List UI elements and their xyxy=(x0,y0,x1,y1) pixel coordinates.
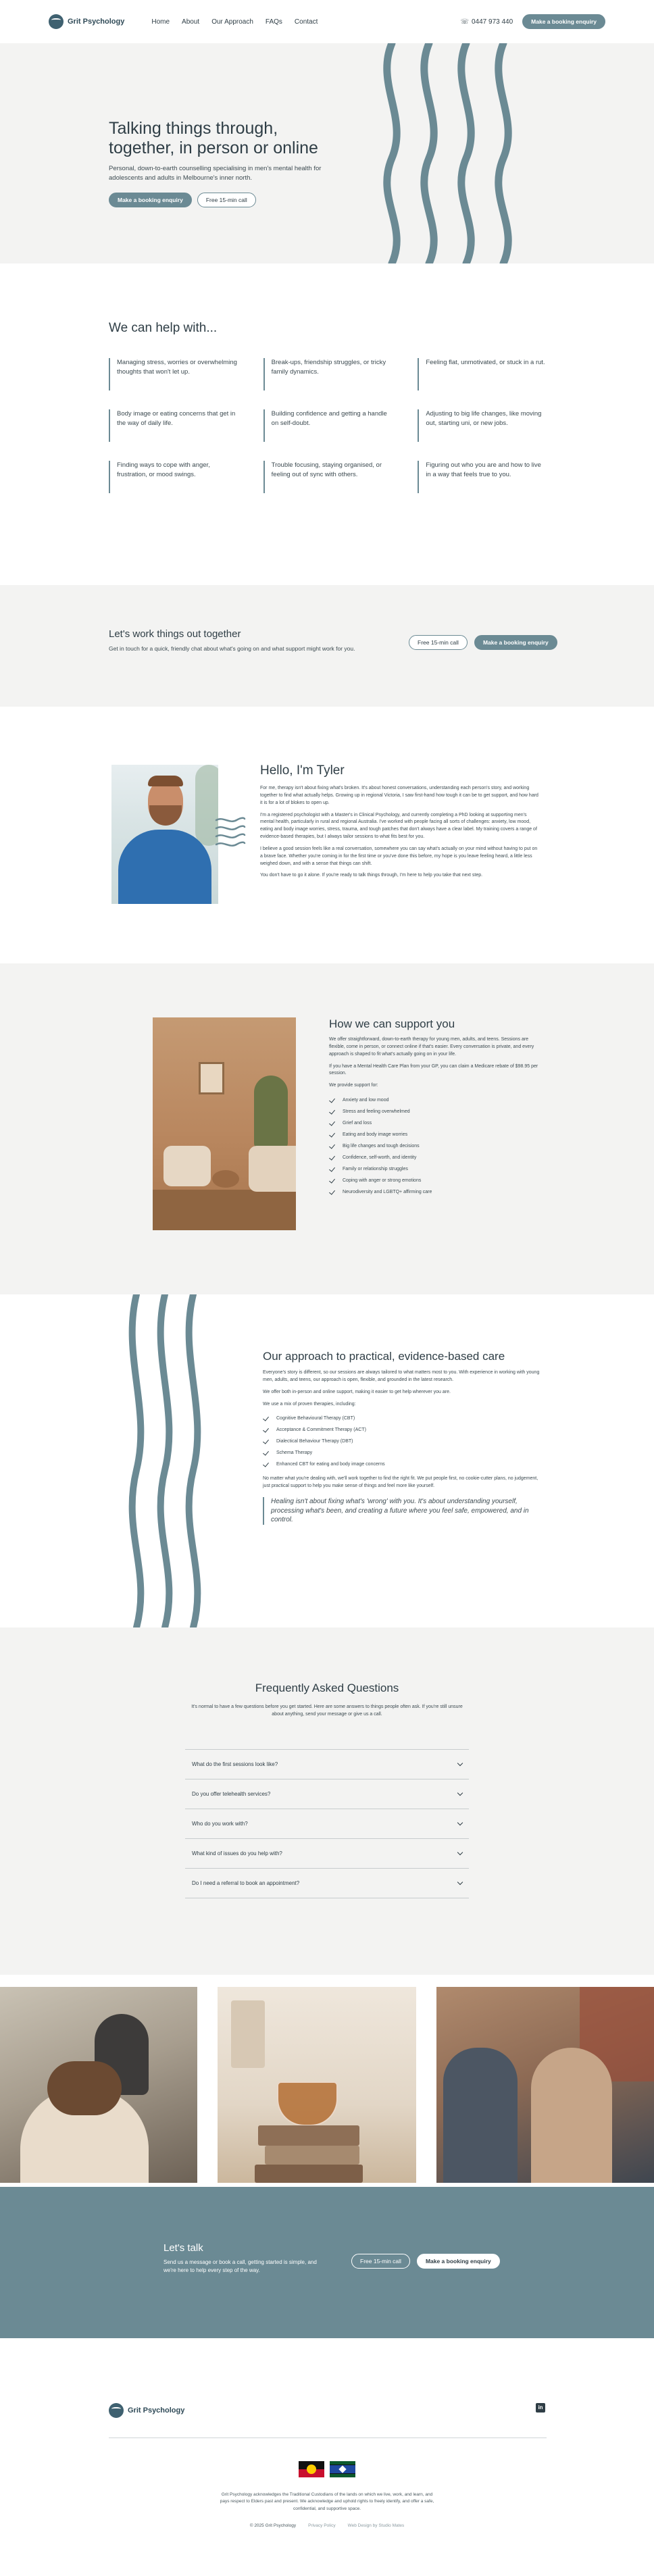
approach-section xyxy=(0,1294,654,1627)
group-conversation-photo xyxy=(436,1987,654,2183)
help-item: Managing stress, worries or overwhelming thoughts that won't let up. xyxy=(109,358,238,390)
torres-strait-islander-flag-icon xyxy=(330,2461,355,2477)
hero-booking-button[interactable]: Make a booking enquiry xyxy=(109,193,192,207)
check-icon xyxy=(263,1438,270,1445)
cta-band xyxy=(0,585,654,707)
about-paragraph: I believe a good session feels like a real conversation, somewhere you can say what's actually on your mind without having to put on a brave face. Whether you're coming in for the first time or you've done this before, my hope is you leave feeling heard, a little less weighed down, and with a sense that things can shift. xyxy=(260,846,538,866)
faq-item[interactable]: Do you offer telehealth services? xyxy=(185,1779,469,1809)
flags xyxy=(299,2461,355,2477)
check-icon xyxy=(329,1097,336,1104)
linkedin-icon[interactable]: in xyxy=(536,2403,545,2413)
chevron-down-icon xyxy=(457,1790,463,1796)
chevron-down-icon xyxy=(457,1820,463,1825)
therapy-room-photo xyxy=(153,1017,296,1230)
list-item: Stress and feeling overwhelmed xyxy=(329,1106,545,1117)
phone-link[interactable] xyxy=(460,18,513,26)
chevron-down-icon xyxy=(457,1879,463,1885)
help-item: Feeling flat, unmotivated, or stuck in a rut. xyxy=(418,358,547,390)
approach-title: Our approach to practical, evidence-based care xyxy=(263,1350,505,1363)
help-item: Trouble focusing, staying organised, or feeling out of sync with others. xyxy=(263,461,393,493)
copyright: © 2025 Grit Psychology xyxy=(249,2523,297,2528)
site-header xyxy=(0,0,654,43)
faq-title: Frequently Asked Questions xyxy=(255,1682,399,1694)
hero-section xyxy=(0,43,654,263)
footer-logo[interactable] xyxy=(109,2403,184,2418)
approach-text xyxy=(263,1350,547,1525)
phone-icon: ☏ xyxy=(460,18,469,26)
approach-closing: No matter what you're dealing with, we'll work together to find the right fit. We put people first, no cookie-cutter plans, no judgement, just practical support to help you make sense of things and feel more like yourself. xyxy=(263,1476,538,1489)
cta-text: Get in touch for a quick, friendly chat about what's going on and what support might work for you. xyxy=(109,645,355,652)
faq-item[interactable]: What do the first sessions look like? xyxy=(185,1750,469,1779)
help-item: Body image or eating concerns that get in the way of daily life. xyxy=(109,409,238,442)
web-design-credit-link[interactable]: Web Design by Studio Mates xyxy=(347,2523,405,2528)
help-item: Finding ways to cope with anger, frustration, or mood swings. xyxy=(109,461,238,493)
help-grid xyxy=(109,358,547,493)
logo-icon xyxy=(109,2403,124,2418)
check-icon xyxy=(329,1109,336,1115)
approach-paragraph: We offer both in-person and online support, making it easier to get help wherever you are. xyxy=(263,1389,451,1394)
check-icon xyxy=(329,1178,336,1184)
approach-wave-graphic xyxy=(122,1294,223,1627)
hero-subtitle: Personal, down-to-earth counselling specialising in men's mental health for adolescents and adults in Melbourne's inner north. xyxy=(109,165,322,182)
header-booking-button[interactable]: Make a booking enquiry xyxy=(522,14,605,29)
about-paragraph: You don't have to go it alone. If you're ready to talk things through, I'm here to help you take that next step. xyxy=(260,873,483,878)
about-paragraph: I'm a registered psychologist with a Master's in Clinical Psychology, and currently completing a PhD looking at supporting men's mental health, particularly in rural and regional Australia. I've worked with people facing all sorts of challenges: anxiety, low mood, eating and body image worries, stress, trauma, and tough patches that don't always have a clear label. My training covers a range of evidence-based therapies, but I always tailor sessions to what fits best for you. xyxy=(260,812,537,840)
hero-wave-graphic xyxy=(365,43,540,263)
help-title: We can help with... xyxy=(109,321,218,335)
about-title: Hello, I'm Tyler xyxy=(260,763,345,778)
check-icon xyxy=(329,1155,336,1161)
cta-title: Let's work things out together xyxy=(109,628,241,640)
check-icon xyxy=(329,1132,336,1138)
faq-item[interactable]: What kind of issues do you help with? xyxy=(185,1839,469,1869)
talk-text: Send us a message or book a call, getting started is simple, and we're here to help every step of the way. xyxy=(164,2259,317,2273)
hero-call-button[interactable]: Free 15-min call xyxy=(197,193,256,207)
logo-text: Grit Psychology xyxy=(68,18,125,26)
cta-buttons xyxy=(409,635,557,650)
support-text xyxy=(329,1017,545,1198)
cta-call-button[interactable]: Free 15-min call xyxy=(409,635,468,650)
main-nav xyxy=(151,18,318,26)
images-row xyxy=(0,1975,654,2187)
help-item: Break-ups, friendship struggles, or tricky family dynamics. xyxy=(263,358,393,390)
about-text xyxy=(260,763,540,884)
list-item: Family or relationship struggles xyxy=(329,1163,545,1175)
hero-title: Talking things through, together, in person or online xyxy=(109,119,318,157)
chevron-down-icon xyxy=(457,1761,463,1766)
list-item: Acceptance & Commitment Therapy (ACT) xyxy=(263,1424,547,1436)
support-list xyxy=(329,1094,545,1198)
talk-call-button[interactable]: Free 15-min call xyxy=(351,2254,410,2269)
chevron-down-icon xyxy=(457,1850,463,1855)
nav-our-approach[interactable]: Our Approach xyxy=(211,18,253,26)
tea-and-books-photo xyxy=(218,1987,416,2183)
footer-logo-text: Grit Psychology xyxy=(128,2406,185,2415)
nav-faqs[interactable]: FAQs xyxy=(265,18,282,26)
help-item: Figuring out who you are and how to live in a way that feels true to you. xyxy=(418,461,547,493)
check-icon xyxy=(263,1450,270,1457)
list-item: Schema Therapy xyxy=(263,1447,547,1459)
check-icon xyxy=(329,1166,336,1173)
check-icon xyxy=(263,1427,270,1434)
header-right xyxy=(460,14,605,29)
talk-booking-button[interactable]: Make a booking enquiry xyxy=(417,2254,500,2269)
logo[interactable] xyxy=(49,14,124,29)
approach-quote: Healing isn't about fixing what's 'wrong' with you. It's about understanding yourself, processing what's been, and creating a future where you feel safe, empowered, and in control. xyxy=(263,1497,547,1525)
therapies-list xyxy=(263,1413,547,1470)
help-section xyxy=(0,263,654,585)
aboriginal-flag-icon xyxy=(299,2461,324,2477)
check-icon xyxy=(329,1120,336,1127)
list-item: Big life changes and tough decisions xyxy=(329,1140,545,1152)
talk-title: Let's talk xyxy=(164,2242,203,2254)
check-icon xyxy=(263,1415,270,1422)
about-section xyxy=(0,707,654,963)
support-paragraph: We provide support for: xyxy=(329,1083,378,1088)
site-footer xyxy=(0,2338,654,2576)
nav-contact[interactable]: Contact xyxy=(294,18,318,26)
list-item: Neurodiversity and LGBTQ+ affirming care xyxy=(329,1186,545,1198)
list-item: Confidence, self-worth, and identity xyxy=(329,1152,545,1163)
support-paragraph: If you have a Mental Health Care Plan from your GP, you can claim a Medicare rebate of $98.95 per session. xyxy=(329,1063,538,1076)
help-item: Adjusting to big life changes, like moving out, starting uni, or new jobs. xyxy=(418,409,547,442)
counselling-session-photo xyxy=(0,1987,197,2183)
faq-intro: It's normal to have a few questions before you get started. Here are some answers to things people often ask. If you're still unsure about anything, send your message or give us a call. xyxy=(191,1704,463,1717)
approach-paragraph: We use a mix of proven therapies, including: xyxy=(263,1401,356,1407)
cta-booking-button[interactable]: Make a booking enquiry xyxy=(474,635,557,650)
hero-buttons xyxy=(109,193,338,207)
about-paragraph: For me, therapy isn't about fixing what's broken. It's about honest conversations, understanding each person's story, and working together to find what actually helps. Growing up in regional Victoria, I saw first-hand how tough it can be to get support, and how hard it is for a lot of blokes to open up. xyxy=(260,786,538,805)
logo-icon xyxy=(49,14,64,29)
tyler-portrait-photo xyxy=(111,765,218,904)
faq-list xyxy=(185,1749,469,1898)
faq-item[interactable]: Who do you work with? xyxy=(185,1809,469,1839)
approach-paragraph: Everyone's story is different, so our sessions are always tailored to what matters most to you. With experience in working with young men, adults, and teens, our approach is open, flexible, and grounded in the latest research. xyxy=(263,1370,540,1382)
talk-section xyxy=(0,2187,654,2338)
list-item: Cognitive Behavioural Therapy (CBT) xyxy=(263,1413,547,1424)
hero-content xyxy=(109,119,338,207)
privacy-policy-link[interactable]: Privacy Policy xyxy=(308,2523,336,2528)
help-item: Building confidence and getting a handle on self-doubt. xyxy=(263,409,393,442)
talk-buttons xyxy=(351,2254,500,2269)
support-paragraph: We offer straightforward, down-to-earth therapy for young men, adults, and teens. Sessions are flexible, come in person, or connect online if that's easier. Every conversation is private, and every approach is shaped to fit what's actually going on in your life. xyxy=(329,1037,534,1057)
list-item: Enhanced CBT for eating and body image concerns xyxy=(263,1459,547,1470)
list-item: Dialectical Behaviour Therapy (DBT) xyxy=(263,1436,547,1447)
list-item: Anxiety and low mood xyxy=(329,1094,545,1106)
nav-about[interactable]: About xyxy=(182,18,200,26)
phone-number: 0447 973 440 xyxy=(472,18,513,26)
list-item: Coping with anger or strong emotions xyxy=(329,1175,545,1186)
nav-home[interactable]: Home xyxy=(151,18,170,26)
faq-section xyxy=(0,1627,654,1975)
check-icon xyxy=(329,1143,336,1150)
check-icon xyxy=(329,1189,336,1196)
support-section xyxy=(0,963,654,1294)
faq-item[interactable]: Do I need a referral to book an appointment? xyxy=(185,1869,469,1898)
list-item: Eating and body image worries xyxy=(329,1129,545,1140)
support-title: How we can support you xyxy=(329,1017,455,1030)
squiggle-graphic xyxy=(215,815,246,849)
check-icon xyxy=(263,1461,270,1468)
acknowledgement-text: Grit Psychology acknowledges the Traditional Custodians of the lands on which we live, work, and learn, and pays respect to Elders past and present. We acknowledge and uphold rights to freely identify, and offer a safe, confidential, and supportive space. xyxy=(220,2492,434,2511)
list-item: Grief and loss xyxy=(329,1117,545,1129)
